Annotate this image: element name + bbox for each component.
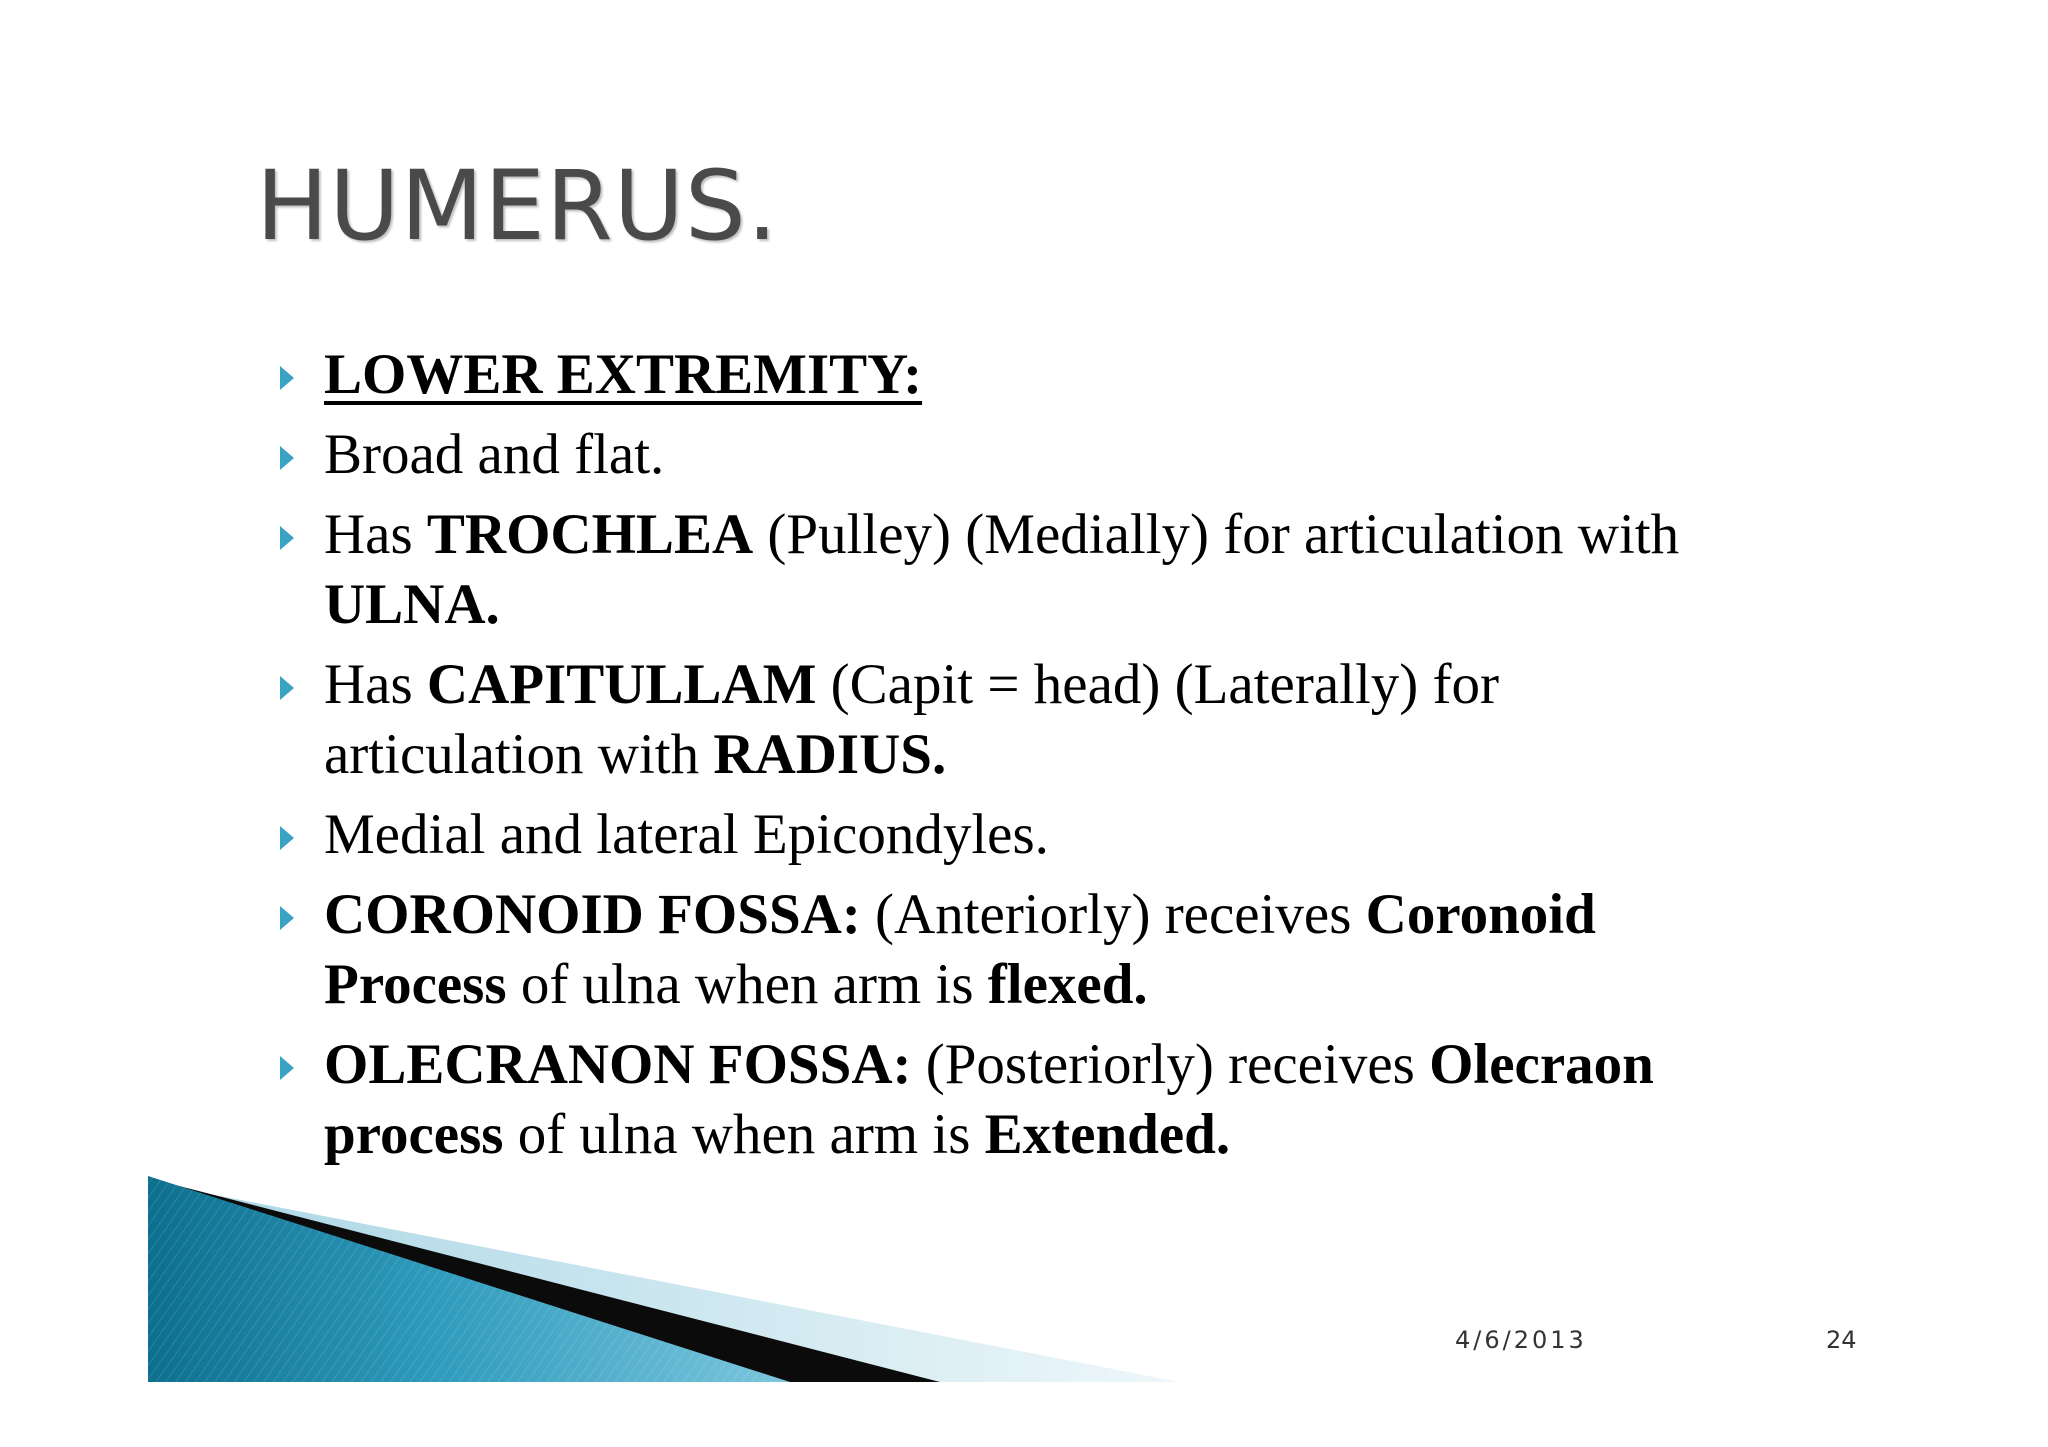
bullet-text: OLECRANON FOSSA: (324, 1033, 912, 1096)
bullet-text: of ulna when arm is (503, 1103, 985, 1166)
bullet-text: Extended. (984, 1103, 1231, 1166)
bullet-item (272, 500, 1752, 640)
bullet-list (272, 340, 1752, 1180)
deco-light-wedge (148, 1182, 1180, 1382)
bullet-text: Has (324, 503, 427, 566)
bullet-arrow-icon (280, 1056, 294, 1080)
deco-teal-wedge (148, 1176, 790, 1382)
bullet-text: (Anteriorly) receives (860, 883, 1366, 946)
bullet-text: CAPITULLAM (426, 653, 817, 716)
bullet-arrow-icon (280, 526, 294, 550)
slide-title: HUMERUS. (256, 150, 779, 262)
bullet-arrow-icon (280, 906, 294, 930)
bullet-text: Has (324, 653, 427, 716)
bullet-arrow-icon (280, 676, 294, 700)
bullet-item (272, 880, 1752, 1020)
bullet-text: Coronoid Process (324, 883, 1596, 1016)
bullet-text: flexed. (987, 953, 1148, 1016)
bullet-text: ULNA. (324, 573, 500, 636)
page-number: 24 (1826, 1326, 1857, 1354)
bullet-arrow-icon (280, 826, 294, 850)
bullet-item (272, 650, 1752, 790)
deco-teal-hatch (148, 1176, 790, 1382)
bullet-text: Broad and flat. (324, 423, 665, 486)
bullet-text: (Posteriorly) receives (911, 1033, 1430, 1096)
bullet-text: TROCHLEA (426, 503, 754, 566)
deco-dark-wedge (148, 1178, 940, 1382)
bullet-item (272, 420, 1752, 490)
bullet-text: of ulna when arm is (506, 953, 988, 1016)
bullet-text: (Pulley) (Medially) for articulation with (753, 503, 1680, 566)
bullet-text: CORONOID FOSSA: (324, 883, 861, 946)
bullet-item (272, 340, 1752, 410)
bullet-arrow-icon (280, 446, 294, 470)
footer-date: 4/6/2013 (1455, 1326, 1587, 1354)
bullet-text: (Capit = head) (Laterally) for articulation with (324, 653, 1500, 786)
bullet-text: Medial and lateral Epicondyles. (324, 803, 1049, 866)
bullet-item (272, 1030, 1752, 1170)
bullet-text: RADIUS. (713, 723, 947, 786)
bullet-text: LOWER EXTREMITY: (324, 343, 923, 406)
bullet-text: Olecraon process (324, 1033, 1654, 1166)
bullet-arrow-icon (280, 366, 294, 390)
bullet-item (272, 800, 1752, 870)
